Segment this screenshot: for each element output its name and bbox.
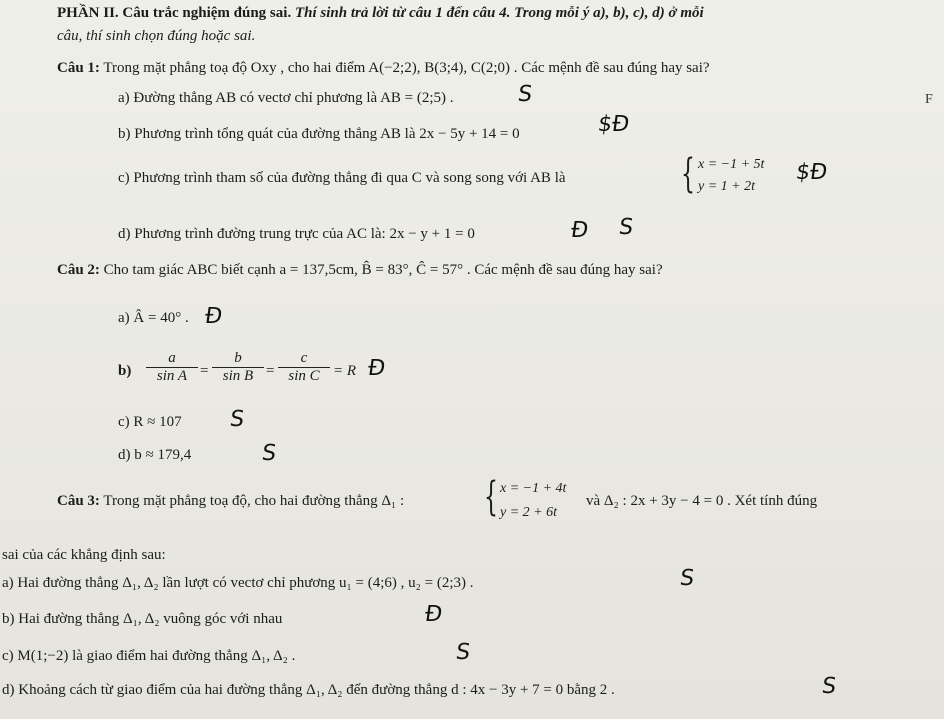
q1-c-answer-mark: $Đ — [794, 160, 829, 185]
q3-d-answer-mark: S — [820, 674, 838, 699]
question-1-text: Trong mặt phẳng toạ độ Oxy , cho hai điểm A(−2;2), B(3;4), C(2;0) . Các mệnh đề sau đúng hay sai? — [103, 60, 710, 76]
q1-option-a: a) Đường thẳng AB có vectơ chỉ phương là AB = (2;5) . — [118, 90, 454, 106]
q2-b-den-2: sin B — [222, 368, 254, 384]
q2-b-equals-2: = — [266, 363, 275, 379]
q2-a-answer-mark: Đ — [203, 304, 224, 329]
question-2-text: Cho tam giác ABC biết cạnh a = 137,5cm, B̂ = 83°, Ĉ = 57° . Các mệnh đề sau đúng hay sai? — [103, 262, 663, 278]
q2-c-answer-mark: S — [228, 407, 246, 432]
section-title: PHẦN II. Câu trắc nghiệm đúng sai. — [57, 5, 292, 21]
q1-option-c: c) Phương trình tham số của đường thẳng đi qua C và song song với AB là — [118, 170, 566, 186]
question-3-text-1: Trong mặt phẳng toạ độ, cho hai đường thẳng Δ₁ : — [103, 493, 405, 509]
q3-system-line2: y = 2 + 6t — [500, 505, 557, 520]
q3-brace: { — [484, 474, 498, 520]
question-2 — [57, 262, 663, 279]
q1-option-d: d) Phương trình đường trung trực của AC là: 2x − y + 1 = 0 — [118, 226, 475, 242]
q2-b-num-1: a — [146, 350, 198, 368]
q1-d-answer-mark-2: S — [617, 215, 635, 240]
q2-option-b-prefix: b) — [118, 363, 132, 379]
q2-option-c: c) R ≈ 107 — [118, 414, 182, 430]
q1-option-b: b) Phương trình tổng quát của đường thẳng AB là 2x − 5y + 14 = 0 — [118, 126, 520, 142]
q3-a-answer-mark: S — [678, 566, 696, 591]
section-header — [57, 5, 704, 22]
q3-system-line1: x = −1 + 4t — [500, 481, 567, 496]
q2-b-equals-r: = R — [333, 363, 357, 379]
q2-b-fraction-3 — [278, 350, 330, 385]
question-3-label: Câu 3: — [57, 493, 100, 509]
q1-d-answer-mark-1: Đ — [569, 218, 590, 243]
q2-b-answer-mark: Đ — [366, 356, 387, 381]
q3-option-a: a) Hai đường thẳng Δ₁, Δ₂ lần lượt có vectơ chỉ phương u₁ = (4;6) , u₂ = (2;3) . — [2, 575, 474, 591]
section-instructions: Thí sinh trả lời từ câu 1 đến câu 4. Trong mỗi ý a), b), c), d) ở mỗi — [294, 5, 704, 21]
q2-d-answer-mark: S — [260, 441, 278, 466]
q1-c-system-line2: y = 1 + 2t — [698, 179, 755, 194]
q2-b-den-1: sin A — [156, 368, 188, 384]
q2-b-num-3: c — [278, 350, 330, 368]
margin-letter: F — [925, 92, 933, 107]
question-3-text-2: và Δ₂ : 2x + 3y − 4 = 0 . Xét tính đúng — [586, 493, 818, 509]
q2-option-a: a) Â = 40° . — [118, 310, 189, 326]
section-instructions-line2: câu, thí sinh chọn đúng hoặc sai. — [57, 28, 256, 44]
q1-b-answer-mark: $Đ — [596, 112, 631, 137]
question-2-label: Câu 2: — [57, 262, 100, 278]
q2-b-fraction-2 — [212, 350, 264, 385]
q1-c-system-line1: x = −1 + 5t — [698, 157, 765, 172]
question-1 — [57, 60, 710, 77]
q1-a-answer-mark: S — [516, 82, 534, 107]
question-3-text-3: sai của các khẳng định sau: — [2, 547, 166, 563]
q2-b-equals-1: = — [200, 363, 209, 379]
q3-c-answer-mark: S — [454, 640, 472, 665]
q3-b-answer-mark: Đ — [423, 602, 444, 627]
q2-b-num-2: b — [212, 350, 264, 368]
q2-option-d: d) b ≈ 179,4 — [118, 447, 192, 463]
q3-option-b: b) Hai đường thẳng Δ₁, Δ₂ vuông góc với nhau — [2, 611, 283, 627]
q3-option-c: c) M(1;−2) là giao điểm hai đường thẳng Δ₁, Δ₂ . — [2, 648, 296, 664]
q2-b-den-3: sin C — [288, 368, 320, 384]
question-1-label: Câu 1: — [57, 60, 100, 76]
q2-b-fraction-1 — [146, 350, 198, 385]
q1-c-brace: { — [681, 151, 695, 197]
q3-option-d: d) Khoảng cách từ giao điểm của hai đường thẳng Δ₁, Δ₂ đến đường thẳng d : 4x − 3y + 7 = 0 bằng 2 . — [2, 682, 615, 698]
question-3 — [57, 493, 404, 510]
